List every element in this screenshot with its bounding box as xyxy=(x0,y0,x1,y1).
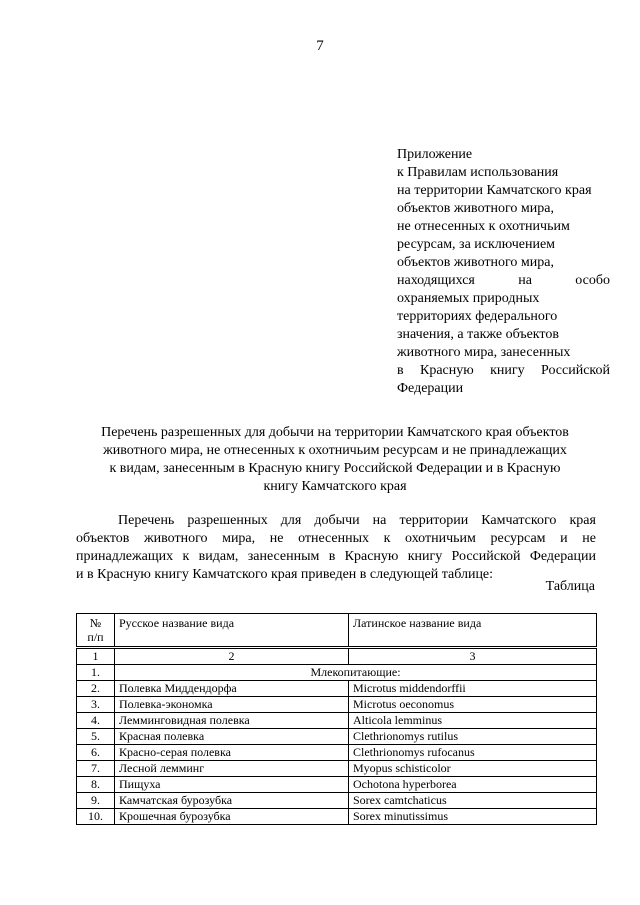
appendix-line: объектов животного мира, xyxy=(397,255,554,270)
row-russian-name: Пищуха xyxy=(115,777,349,793)
heading-line: животного мира, не отнесенных к охотничьим ресурсам и не принадлежащих xyxy=(103,443,567,458)
table-row xyxy=(77,745,597,761)
index-cell: 3 xyxy=(349,648,597,665)
word: на xyxy=(372,513,387,528)
word: Российской xyxy=(541,363,610,378)
word: для xyxy=(280,513,302,528)
appendix-line: животного мира, занесенных xyxy=(397,345,571,360)
header-number xyxy=(77,614,115,648)
table-label: Таблица xyxy=(545,579,595,594)
intro-line: и в Красную книгу Камчатского края приведен в следующей таблице: xyxy=(76,567,494,582)
word: на xyxy=(518,273,532,288)
word: животного xyxy=(143,531,208,546)
row-number: 5. xyxy=(77,729,115,745)
table-section-row xyxy=(77,665,597,681)
row-latin-name: Sorex camtchaticus xyxy=(349,793,597,809)
section-number: 1. xyxy=(77,665,115,681)
page-number: 7 xyxy=(316,38,324,54)
word: не xyxy=(582,531,596,546)
row-latin-name: Myopus schisticolor xyxy=(349,761,597,777)
word: Красную xyxy=(420,363,474,378)
appendix-line: на территории Камчатского края xyxy=(397,183,592,198)
word: добычи xyxy=(314,513,360,528)
row-number: 3. xyxy=(77,697,115,713)
word: и xyxy=(560,531,568,546)
row-number: 6. xyxy=(77,745,115,761)
word: находящихся xyxy=(397,273,475,288)
row-number: 9. xyxy=(77,793,115,809)
word: Перечень xyxy=(118,513,175,528)
table-body xyxy=(77,681,597,825)
heading-line: к видам, занесенным в Красную книгу Российской Федерации и в Красную xyxy=(109,461,561,476)
table-row xyxy=(77,697,597,713)
word: занесенным xyxy=(247,549,320,564)
list-heading xyxy=(60,424,610,496)
table-row xyxy=(77,713,597,729)
row-latin-name: Microtus oeconomus xyxy=(349,697,597,713)
table-index-row xyxy=(77,648,597,665)
word: к xyxy=(182,549,190,564)
word: не xyxy=(269,531,284,546)
row-number: 7. xyxy=(77,761,115,777)
index-cell: 2 xyxy=(115,648,349,665)
row-latin-name: Clethrionomys rufocanus xyxy=(349,745,597,761)
word: принадлежащих xyxy=(76,549,174,564)
table-row xyxy=(77,729,597,745)
word: к xyxy=(383,531,391,546)
row-latin-name: Clethrionomys rutilus xyxy=(349,729,597,745)
species-table xyxy=(76,613,597,825)
header-russian: Русское название вида xyxy=(115,614,349,648)
word: Российской xyxy=(451,549,521,564)
heading-line: книгу Камчатского края xyxy=(263,479,407,494)
appendix-line: Федерации xyxy=(397,381,464,396)
appendix-line: территориях федерального xyxy=(397,309,558,324)
word: края xyxy=(569,513,596,528)
appendix-line: объектов животного мира, xyxy=(397,201,554,216)
row-number: 2. xyxy=(77,681,115,697)
appendix-line: не отнесенных к охотничьим xyxy=(397,219,570,234)
appendix-line: к Правилам использования xyxy=(397,165,559,180)
header-number-line2: п/п xyxy=(87,630,104,644)
word: объектов xyxy=(76,531,130,546)
table-row xyxy=(77,761,597,777)
intro-line xyxy=(76,530,596,548)
word: в xyxy=(328,549,336,564)
heading-line: Перечень разрешенных для добычи на территории Камчатского края объектов xyxy=(101,425,569,440)
intro-paragraph xyxy=(76,512,596,584)
table-row xyxy=(77,793,597,809)
word: территории xyxy=(399,513,469,528)
row-russian-name: Крошечная бурозубка xyxy=(115,809,349,825)
table-row xyxy=(77,809,597,825)
word: Красную xyxy=(344,549,399,564)
row-number: 8. xyxy=(77,777,115,793)
appendix-line-justified xyxy=(397,362,610,380)
word: охотничьим xyxy=(405,531,476,546)
word: Федерации xyxy=(529,549,596,564)
word: видам, xyxy=(198,549,239,564)
row-latin-name: Microtus middendorffii xyxy=(349,681,597,697)
row-russian-name: Камчатская бурозубка xyxy=(115,793,349,809)
table-header-row xyxy=(77,614,597,648)
appendix-line: охраняемых природных xyxy=(397,291,540,306)
table-row xyxy=(77,681,597,697)
row-russian-name: Красно-серая полевка xyxy=(115,745,349,761)
row-russian-name: Лесной лемминг xyxy=(115,761,349,777)
row-latin-name: Sorex minutissimus xyxy=(349,809,597,825)
row-russian-name: Полевка Миддендорфа xyxy=(115,681,349,697)
appendix-block xyxy=(397,146,610,398)
header-latin: Латинское название вида xyxy=(349,614,597,648)
word: мира, xyxy=(222,531,256,546)
row-latin-name: Alticola lemminus xyxy=(349,713,597,729)
row-russian-name: Лемминговидная полевка xyxy=(115,713,349,729)
word: разрешенных xyxy=(187,513,268,528)
row-number: 4. xyxy=(77,713,115,729)
appendix-line-justified xyxy=(397,272,610,290)
appendix-line: Приложение xyxy=(397,147,473,162)
word: книгу xyxy=(407,549,443,564)
word: отнесенных xyxy=(298,531,370,546)
index-cell: 1 xyxy=(77,648,115,665)
header-number-line1: № xyxy=(89,616,102,630)
appendix-line: значения, а также объектов xyxy=(397,327,559,342)
word: книгу xyxy=(490,363,525,378)
intro-line xyxy=(76,548,596,566)
intro-line xyxy=(76,512,596,530)
row-latin-name: Ochotona hyperborea xyxy=(349,777,597,793)
word: ресурсам xyxy=(490,531,546,546)
row-russian-name: Красная полевка xyxy=(115,729,349,745)
row-russian-name: Полевка-экономка xyxy=(115,697,349,713)
section-title: Млекопитающие: xyxy=(115,665,597,681)
word: особо xyxy=(575,273,610,288)
word: Камчатского xyxy=(481,513,557,528)
appendix-line: ресурсам, за исключением xyxy=(397,237,556,252)
row-number: 10. xyxy=(77,809,115,825)
table-row xyxy=(77,777,597,793)
word: в xyxy=(397,363,404,378)
